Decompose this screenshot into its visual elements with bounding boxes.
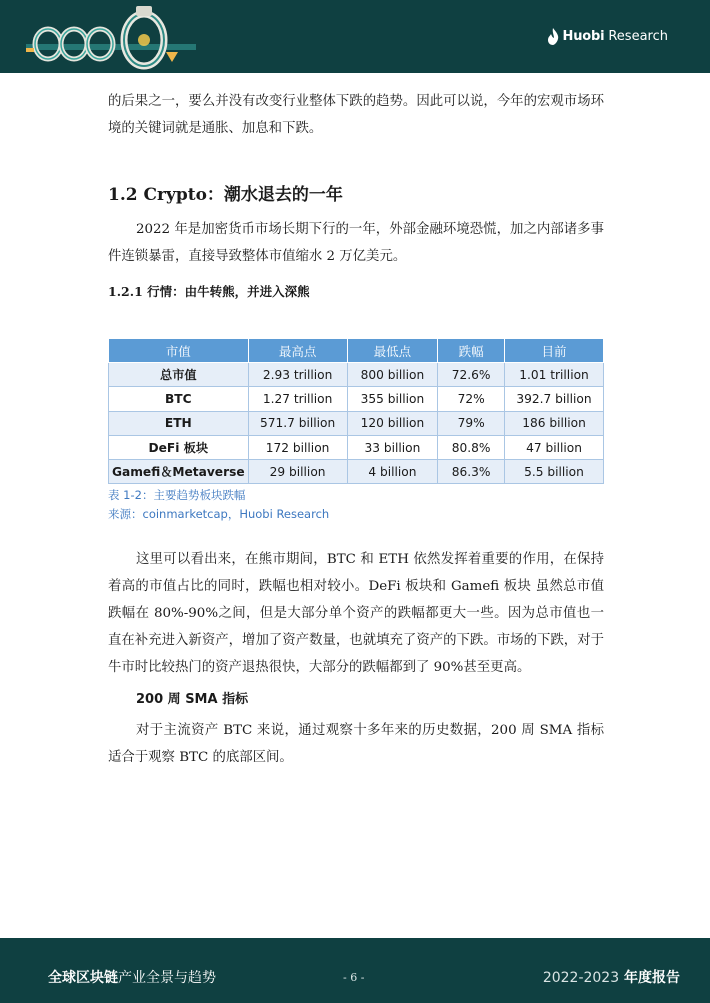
table-header-cell: 最低点 — [347, 339, 438, 363]
paragraph-analysis: 这里可以看出来，在熊市期间，BTC 和 ETH 依然发挥着重要的作用，在保持着高的市值占比的同时，跌幅也相对较小。DeFi 板块和 Gamefi 板块 虽然总市值跌幅在 80%-90%之间，但是大部分单个资产的跌幅都更大一些。因为总市值也一直在补充进入新资产，增加了资产数量，也就填充了资产的下跌。市场的下跌，对于牛市时比较热门的资产退热很快，大部分的跌幅都到了 90%甚至更高。 — [108, 552, 604, 675]
table-header-cell: 最高点 — [248, 339, 347, 363]
table-row — [109, 411, 604, 435]
brand-subtitle: Research — [608, 28, 668, 44]
brand-name: Huobi — [562, 28, 605, 44]
subsection-heading: 1.2.1 行情：由牛转熊，并进入深熊 — [108, 284, 310, 299]
table-cell: BTC — [109, 387, 249, 411]
table-cell: Gamefi＆Metaverse — [109, 460, 249, 484]
page-number: - 6 - — [343, 971, 365, 984]
table-cell: 33 billion — [347, 435, 438, 459]
market-cap-table — [108, 338, 604, 484]
footer-year: 2022-2023 — [542, 970, 620, 986]
table-cell: ETH — [109, 411, 249, 435]
table-cell: 72.6% — [438, 363, 505, 387]
table-cell: 355 billion — [347, 387, 438, 411]
flame-icon — [547, 28, 559, 45]
table-cell: 总市值 — [109, 363, 249, 387]
page-header — [0, 0, 710, 73]
table-cell: 800 billion — [347, 363, 438, 387]
page-footer — [0, 938, 710, 1003]
section-heading: 1.2 Crypto：潮水退去的一年 — [108, 185, 343, 205]
table-cell: 5.5 billion — [505, 460, 604, 484]
table-row — [109, 460, 604, 484]
footer-title-bold: 全球区块链 — [48, 970, 118, 986]
table-cell: 172 billion — [248, 435, 347, 459]
table-cell: 79% — [438, 411, 505, 435]
table-source: 来源：coinmarketcap，Huobi Research — [108, 507, 330, 521]
table-cell: 80.8% — [438, 435, 505, 459]
table-row — [109, 435, 604, 459]
table-row — [109, 363, 604, 387]
footer-report-label — [543, 967, 680, 987]
table-cell: 1.27 trillion — [248, 387, 347, 411]
table-caption: 表 1-2：主要趋势板块跌幅 — [108, 488, 246, 502]
footer-title — [48, 967, 216, 987]
table-cell: 186 billion — [505, 411, 604, 435]
table-cell: 86.3% — [438, 460, 505, 484]
header-illustration — [26, 4, 196, 70]
table-header-cell: 跌幅 — [438, 339, 505, 363]
huobi-research-logo — [547, 26, 668, 46]
table-row — [109, 387, 604, 411]
footer-report: 年度报告 — [619, 970, 680, 986]
sma-heading: 200 周 SMA 指标 — [136, 692, 249, 707]
paragraph-sma: 对于主流资产 BTC 来说，通过观察十多年来的历史数据，200 周 SMA 指标适合于观察 BTC 的底部区间。 — [108, 723, 604, 765]
paragraph-intro: 的后果之一，要么并没有改变行业整体下跌的趋势。因此可以说，今年的宏观市场环境的关键词就是通胀、加息和下跌。 — [108, 94, 604, 136]
table-header-cell: 目前 — [505, 339, 604, 363]
table-cell: 571.7 billion — [248, 411, 347, 435]
table-cell: DeFi 板块 — [109, 435, 249, 459]
footer-title-rest: 产业全景与趋势 — [118, 970, 216, 986]
table-cell: 29 billion — [248, 460, 347, 484]
table-cell: 120 billion — [347, 411, 438, 435]
table-cell: 47 billion — [505, 435, 604, 459]
table-header-row — [109, 339, 604, 363]
table-cell: 1.01 trillion — [505, 363, 604, 387]
table-cell: 392.7 billion — [505, 387, 604, 411]
table-cell: 72% — [438, 387, 505, 411]
table-cell: 2.93 trillion — [248, 363, 347, 387]
table-header-cell: 市值 — [109, 339, 249, 363]
table-cell: 4 billion — [347, 460, 438, 484]
paragraph-market-overview: 2022 年是加密货币市场长期下行的一年，外部金融环境恐慌，加之内部诸多事件连锁暴雷，直接导致整体市值缩水 2 万亿美元。 — [108, 222, 604, 264]
